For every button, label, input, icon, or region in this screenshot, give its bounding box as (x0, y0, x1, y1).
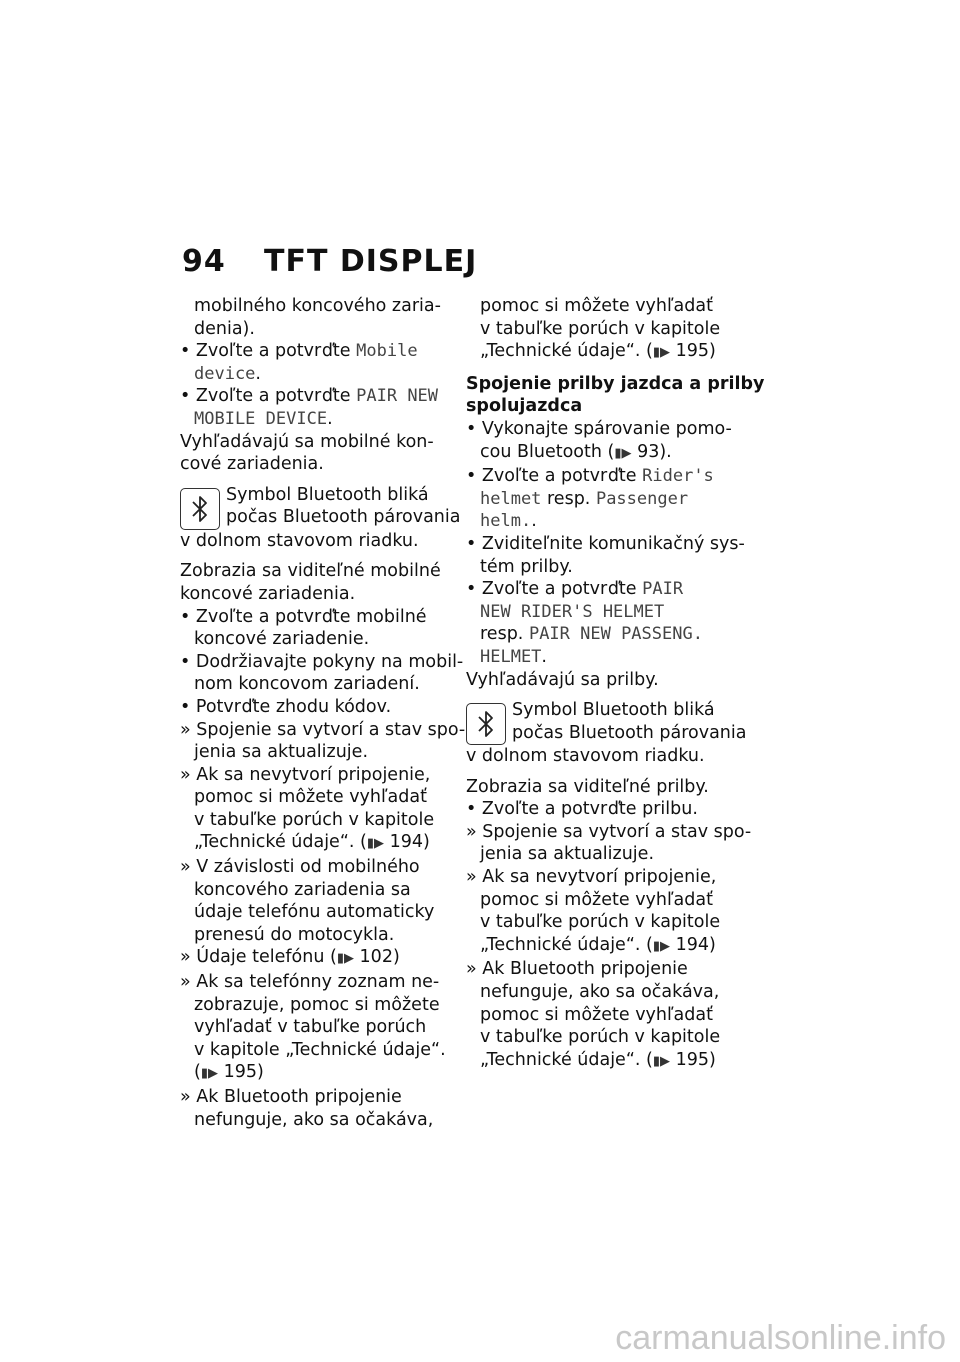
text-line: nefunguje, ako sa očakáva, (194, 1109, 434, 1130)
result-item: » Ak Bluetooth pripojenie (180, 1087, 402, 1107)
page-reference[interactable]: 93). (637, 441, 672, 462)
section-heading: spolujazdca (466, 396, 583, 417)
text-line: v tabuľke porúch v kapitole (480, 912, 721, 933)
arrow-reference-icon: ▮▶ (652, 345, 670, 361)
result-item: » Ak sa nevytvorí pripojenie, (466, 867, 717, 888)
text-line: nom koncovom zariadení. (194, 674, 420, 695)
text-line: počas Bluetooth párovania (512, 722, 747, 743)
text-line: zobrazuje, pomoc si môžete (194, 994, 440, 1015)
bluetooth-icon (180, 488, 220, 530)
right-column (466, 295, 765, 1073)
text-line: pomoc si môžete vyhľadať (480, 889, 713, 910)
bullet-item: • Potvrďte zhodu kódov. (180, 696, 392, 717)
display-text: PAIR NEW (356, 386, 439, 407)
arrow-reference-icon: ▮▶ (652, 938, 670, 954)
display-text: Mobile (356, 341, 418, 362)
result-item: » Ak sa nevytvorí pripojenie, (180, 764, 431, 785)
text-line: Vyhľadávajú sa prilby. (466, 669, 659, 690)
left-column (180, 295, 466, 1131)
text-line: (▮▶ 195) (194, 1062, 264, 1083)
text-line: jenia sa aktualizuje. (480, 844, 655, 865)
text-line: pomoc si môžete vyhľadať (480, 1004, 713, 1025)
text-line: v tabuľke porúch v kapitole (480, 1027, 721, 1048)
text-line: „Technické údaje“. (▮▶ 195) (480, 1049, 716, 1070)
text-line: cové zariadenia. (180, 454, 324, 475)
page-reference[interactable]: 194) (675, 934, 716, 955)
display-text: device (194, 363, 256, 384)
result-item: » Ak sa telefónny zoznam ne- (180, 972, 440, 993)
text-line: jenia sa aktualizuje. (194, 742, 369, 763)
text-line: pomoc si môžete vyhľadať (480, 296, 713, 316)
text-line: MOBILE DEVICE. (194, 408, 333, 429)
bullet-item: • Dodržiavajte pokyny na mobil- (180, 651, 464, 672)
text-line: počas Bluetooth párovania (226, 507, 461, 528)
bullet-item: • Zvoľte a potvrďte PAIR (466, 579, 684, 600)
text-line: helmet resp. Passenger (480, 488, 689, 509)
bluetooth-note (466, 699, 747, 745)
text-line: vyhľadať v tabuľke porúch (194, 1017, 427, 1038)
arrow-reference-icon: ▮▶ (652, 1053, 670, 1069)
page-title: TFT DISPLEJ (264, 244, 478, 279)
arrow-reference-icon: ▮▶ (336, 951, 354, 967)
arrow-reference-icon: ▮▶ (614, 445, 632, 461)
text-line: resp. PAIR NEW PASSENG. (480, 624, 703, 645)
display-text: MOBILE DEVICE (194, 408, 328, 429)
display-text: PAIR (642, 579, 684, 600)
display-text: helmet (480, 488, 542, 509)
text-line: HELMET. (480, 646, 547, 667)
page-reference[interactable]: 195) (675, 1049, 716, 1070)
display-text: HELMET (480, 646, 542, 667)
text-line: prenesú do motocykla. (194, 924, 395, 945)
page-header (182, 244, 477, 279)
result-item: » V závislosti od mobilného (180, 857, 420, 878)
text-line: v tabuľke porúch v kapitole (194, 809, 435, 830)
text-line: pomoc si môžete vyhľadať (194, 787, 427, 808)
text-line: cou Bluetooth (▮▶ 93). (480, 441, 672, 462)
watermark: carmanualsonline.info (615, 1319, 946, 1357)
text-line: Vyhľadávajú sa mobilné kon- (180, 431, 434, 452)
bullet-item: • Zvoľte a potvrďte mobilné (180, 606, 427, 627)
text-line: koncové zariadenia. (180, 583, 356, 604)
page-reference[interactable]: 102) (359, 947, 400, 968)
text-line: helm.. (480, 511, 537, 532)
text-line (466, 601, 740, 624)
page-reference[interactable]: 195) (675, 341, 716, 362)
page-reference[interactable]: 194) (389, 832, 430, 853)
text-line: nefunguje, ako sa očakáva, (480, 982, 720, 1003)
page-number: 94 (182, 244, 226, 279)
text-line: device. (194, 363, 261, 384)
text-line: koncové zariadenie. (194, 629, 370, 650)
display-text: NEW RIDER'S HELMET (480, 601, 665, 622)
text-line: Zobrazia sa viditeľné prilby. (466, 776, 709, 797)
arrow-reference-icon: ▮▶ (200, 1066, 218, 1082)
bullet-item: • Zvoľte a potvrďte Rider's (466, 466, 714, 487)
text-line: v tabuľke porúch v kapitole (480, 318, 721, 339)
text-line: „Technické údaje“. (▮▶ 194) (194, 832, 430, 853)
bullet-item: • Zvoľte a potvrďte Mobile (180, 341, 418, 362)
text-line: Zobrazia sa viditeľné mobilné (180, 561, 441, 582)
text-line: mobilného koncového zaria- (194, 296, 441, 316)
arrow-reference-icon: ▮▶ (366, 836, 384, 852)
result-item: » Spojenie sa vytvorí a stav spo- (466, 821, 752, 842)
bullet-item: • Zvoľte a potvrďte prilbu. (466, 799, 698, 820)
bullet-item: • Vykonajte spárovanie pomo- (466, 418, 732, 439)
display-text: Rider's (642, 466, 714, 487)
text-line: údaje telefónu automaticky (194, 902, 435, 923)
result-item: » Údaje telefónu (▮▶ 102) (180, 947, 400, 968)
text-line: „Technické údaje“. (▮▶ 194) (480, 934, 716, 955)
display-text: helm. (480, 511, 532, 532)
display-text: PAIR NEW PASSENG. (528, 624, 703, 645)
result-item: » Ak Bluetooth pripojenie (466, 959, 688, 980)
text-line: „Technické údaje“. (▮▶ 195) (480, 341, 716, 362)
text-line: Symbol Bluetooth bliká (512, 700, 715, 721)
text-line: v dolnom stavovom riadku. (180, 530, 419, 551)
text-line: denia). (194, 318, 255, 339)
text-line: v dolnom stavovom riadku. (466, 746, 705, 767)
text-line: Symbol Bluetooth bliká (226, 484, 429, 505)
display-text: Passenger (595, 488, 689, 509)
text-line: v kapitole „Technické údaje“. (194, 1039, 446, 1060)
bluetooth-note (180, 484, 461, 530)
text-line: koncového zariadenia sa (194, 879, 411, 900)
page-reference[interactable]: 195) (223, 1062, 264, 1083)
bullet-item: • Zvoľte a potvrďte PAIR NEW (180, 386, 439, 407)
bluetooth-icon (466, 703, 506, 745)
text-line: tém prilby. (480, 556, 573, 577)
result-item: » Spojenie sa vytvorí a stav spo- (180, 719, 466, 740)
section-heading: Spojenie prilby jazdca a prilby (466, 373, 765, 394)
bullet-item: • Zviditeľnite komunikačný sys- (466, 533, 745, 554)
